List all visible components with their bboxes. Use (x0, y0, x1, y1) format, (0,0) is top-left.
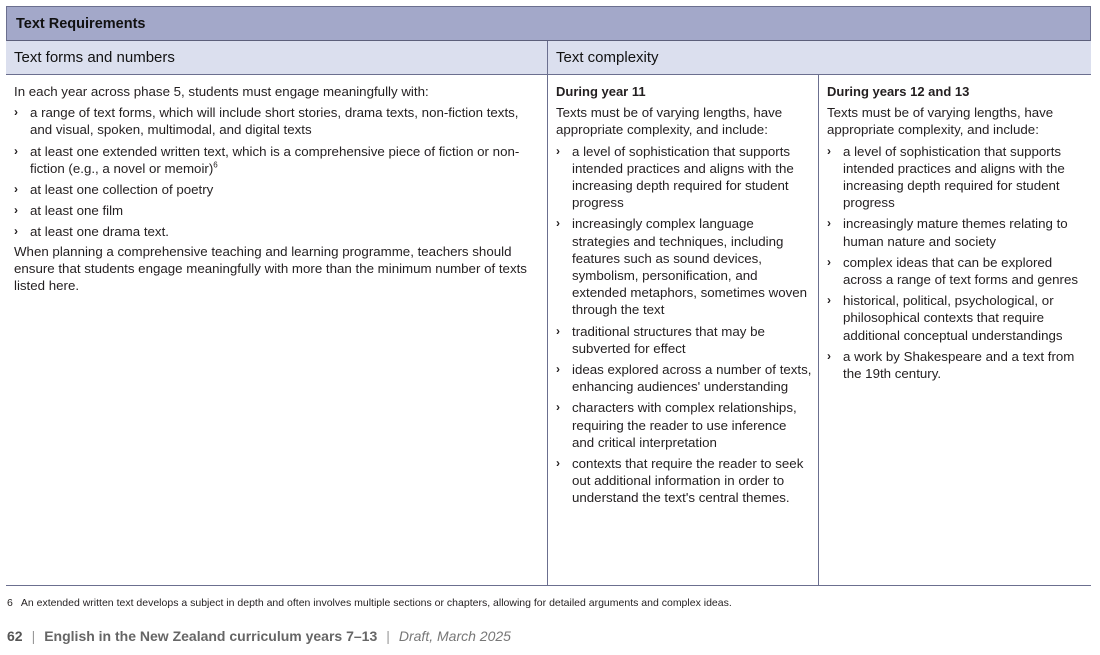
years-12-13-list (827, 143, 1085, 383)
chevron-right-icon: › (556, 323, 560, 338)
chevron-right-icon: › (14, 143, 18, 158)
list-item: › historical, political, psychological, or philosophical contexts that require additional conceptual understandings (827, 293, 1063, 343)
table-title: Text Requirements (16, 15, 146, 32)
draft-label: Draft, March 2025 (398, 628, 511, 644)
list-item: › a level of sophistication that supports intended practices and aligns with the increasing depth required for student progress (827, 143, 1065, 211)
list-item: › traditional structures that may be subverted for effect (556, 323, 765, 356)
page-footer (7, 628, 511, 644)
header-text-forms: Text forms and numbers (6, 41, 548, 74)
text-forms-intro: In each year across phase 5, students must engage meaningfully with: (14, 84, 429, 99)
list-item: › at least one extended written text, which is a comprehensive piece of fiction or non-fiction (e.g., a novel or memoir)$^6$ (14, 143, 520, 176)
list-item: › contexts that require the reader to seek out additional information in order to understand the text's central themes. (556, 456, 804, 506)
footer-separator: | (386, 628, 390, 644)
text-forms-outro: When planning a comprehensive teaching and learning programme, teachers should ensure that students engage meaningfully with more than the minimum number of texts listed here. (14, 243, 527, 294)
year-11-heading: During year 11 (556, 84, 646, 99)
chevron-right-icon: › (827, 293, 831, 308)
chevron-right-icon: › (556, 216, 560, 231)
chevron-right-icon: › (556, 456, 560, 471)
footer-separator: | (31, 628, 36, 644)
chevron-right-icon: › (556, 400, 560, 415)
years-12-13-column (819, 75, 1091, 585)
list-item: › at least one collection of poetry (14, 182, 214, 198)
list-item: › complex ideas that can be explored across a range of text forms and genres (827, 254, 1079, 288)
chevron-right-icon: › (14, 203, 18, 218)
list-item: › at least one drama text. (14, 224, 169, 240)
footnote-text: An extended written text develops a subject in depth and often involves multiple sections or chapters, allowing for detailed arguments and complex ideas. (20, 597, 732, 609)
list-item: › increasingly complex language strategies and techniques, including features such as sound devices, symbolism, personification, and extended metaphors, sometimes woven through the text (556, 216, 808, 318)
list-item: › a work by Shakespeare and a text from the 19th century. (827, 348, 1075, 382)
chevron-right-icon: › (14, 105, 18, 120)
chevron-right-icon: › (827, 348, 831, 363)
chevron-right-icon: › (556, 143, 560, 158)
years-12-13-intro: Texts must be of varying lengths, have appropriate complexity, and include: (827, 105, 1054, 138)
text-forms-column (6, 75, 548, 585)
list-item: › ideas explored across a number of texts, enhancing audiences' understanding (556, 362, 812, 395)
page-number: 62 (7, 628, 23, 644)
year-11-column (548, 75, 819, 585)
list-item: › at least one film (14, 203, 124, 219)
chevron-right-icon: › (14, 224, 18, 239)
table-header-row (6, 41, 1091, 75)
year-11-intro: Texts must be of varying lengths, have appropriate complexity, and include: (556, 105, 783, 138)
text-forms-list (14, 104, 539, 240)
years-12-13-heading: During years 12 and 13 (827, 84, 970, 99)
list-item: › a level of sophistication that supports intended practices and aligns with the increasing depth required for student progress (556, 143, 794, 211)
footnote (7, 597, 732, 609)
chevron-right-icon: › (14, 182, 18, 197)
list-item: › increasingly mature themes relating to human nature and society (827, 216, 1068, 249)
header-text-complexity: Text complexity (556, 49, 659, 66)
chevron-right-icon: › (556, 362, 560, 377)
footnote-ref: 6 (213, 160, 218, 170)
list-item: › a range of text forms, which will include short stories, drama texts, non-fiction texts, and visual, spoken, multimodal, and digital texts (14, 105, 519, 138)
table-title-row (6, 6, 1091, 41)
document-title: English in the New Zealand curriculum years 7–13 (44, 628, 378, 644)
chevron-right-icon: › (827, 254, 831, 269)
footnote-number: 6 (7, 597, 13, 609)
list-item: › characters with complex relationships, requiring the reader to use inference and critical interpretation (556, 400, 797, 450)
year-11-list (556, 143, 812, 507)
text-requirements-table (6, 6, 1091, 586)
chevron-right-icon: › (827, 216, 831, 231)
chevron-right-icon: › (827, 143, 831, 158)
table-body-row (6, 75, 1091, 586)
